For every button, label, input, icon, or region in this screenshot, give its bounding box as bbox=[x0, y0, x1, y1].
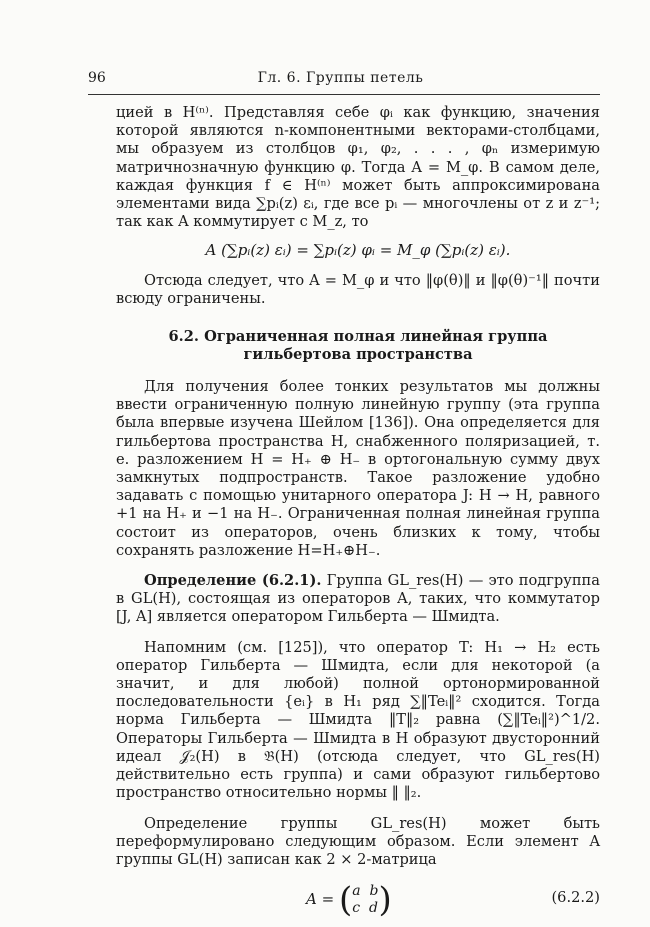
chapter-title: Гл. 6. Группы петель bbox=[257, 70, 424, 86]
matrix-equation bbox=[116, 877, 600, 927]
matrix-b: b bbox=[369, 883, 379, 900]
main-text bbox=[116, 104, 600, 927]
matrix-d: d bbox=[368, 900, 378, 917]
paragraph-5: Определение группы GL_res(H) может быть переформулировано следующим образом. Если элемент A группы GL(H) записан как 2 × 2-матрица bbox=[116, 814, 600, 868]
matrix-lhs: A = bbox=[306, 890, 335, 909]
definition bbox=[116, 572, 600, 627]
matrix-a: a bbox=[352, 883, 361, 900]
definition-text: Группа GL_res(H) — это подгруппа в GL(H), состоящая из операторов A, таких, что коммутатор [J, A] является оператором Гильберта — Шмидта. bbox=[116, 572, 600, 626]
paragraph-2: Отсюда следует, что A = M_φ и что ‖φ(θ)‖ и ‖φ(θ)⁻¹‖ почти всюду ограничены. bbox=[116, 271, 600, 307]
formula-1: A (∑pᵢ(z) εᵢ) = ∑pᵢ(z) φᵢ = M_φ (∑pᵢ(z) εᵢ). bbox=[205, 241, 511, 260]
matrix-c: c bbox=[352, 900, 361, 917]
page-number: 96 bbox=[88, 70, 106, 86]
definition-label: Определение (6.2.1). bbox=[144, 572, 322, 590]
header-rule bbox=[88, 94, 600, 95]
paragraph-4: Напомним (см. [125]), что оператор T: H₁ → H₂ есть оператор Гильберта — Шмидта, если для некоторой (а значит, и для любой) полной ортонормированной последовательности {eᵢ} в H₁ ряд ∑‖Teᵢ‖² сходится. Тогда норма Гильберта — Шмидта ‖T‖₂ равна (∑‖Teᵢ‖²)^1/2. Операторы Гильберта — Шмидта в H образуют двусторонний идеал 𝒥₂(H) в 𝔅(H) (отсюда следует, что GL_res(H) действительно есть группа) и сами образуют гильбертово пространство относительно нормы ‖ ‖₂. bbox=[116, 638, 600, 802]
equation-number: (6.2.2) bbox=[551, 889, 600, 907]
matrix-expression: A = (a b c d) bbox=[306, 880, 392, 920]
section-title bbox=[116, 328, 600, 364]
section-title-line-2: гильбертова пространства bbox=[243, 346, 473, 364]
section-title-line-1: 6.2. Ограниченная полная линейная группа bbox=[168, 328, 548, 346]
paragraph-3: Для получения более тонких результатов мы должны ввести ограниченную полную линейную группу (эта группа была впервые изучена Шейлом [136]). Она определяется для гильбертова пространства H, снабженного поляризацией, т. е. разложением H = H₊ ⊕ H₋ в ортогональную сумму двух замкнутых подпространств. Такое разложение удобно задавать с помощью унитарного оператора J: H → H, равного +1 на H₊ и −1 на H₋. Ограниченная полная линейная группа состоит из операторов, очень близких к тому, чтобы сохранять разложение H=H₊⊕H₋. bbox=[116, 378, 600, 559]
running-header bbox=[88, 70, 593, 92]
paragraph-1: цией в H⁽ⁿ⁾. Представляя себе φᵢ как функцию, значения которой являются n-компонентными векторами-столбцами, мы образуем из столбцов φ₁, φ₂, . . . , φₙ измеримую матричнозначную функцию φ. Тогда A = M_φ. В самом деле, каждая функция f ∈ H⁽ⁿ⁾ может быть аппроксимирована элементами вида ∑pᵢ(z) εᵢ, где все pᵢ — многочлены от z и z⁻¹; так как A коммутирует с M_z, то bbox=[116, 104, 600, 231]
